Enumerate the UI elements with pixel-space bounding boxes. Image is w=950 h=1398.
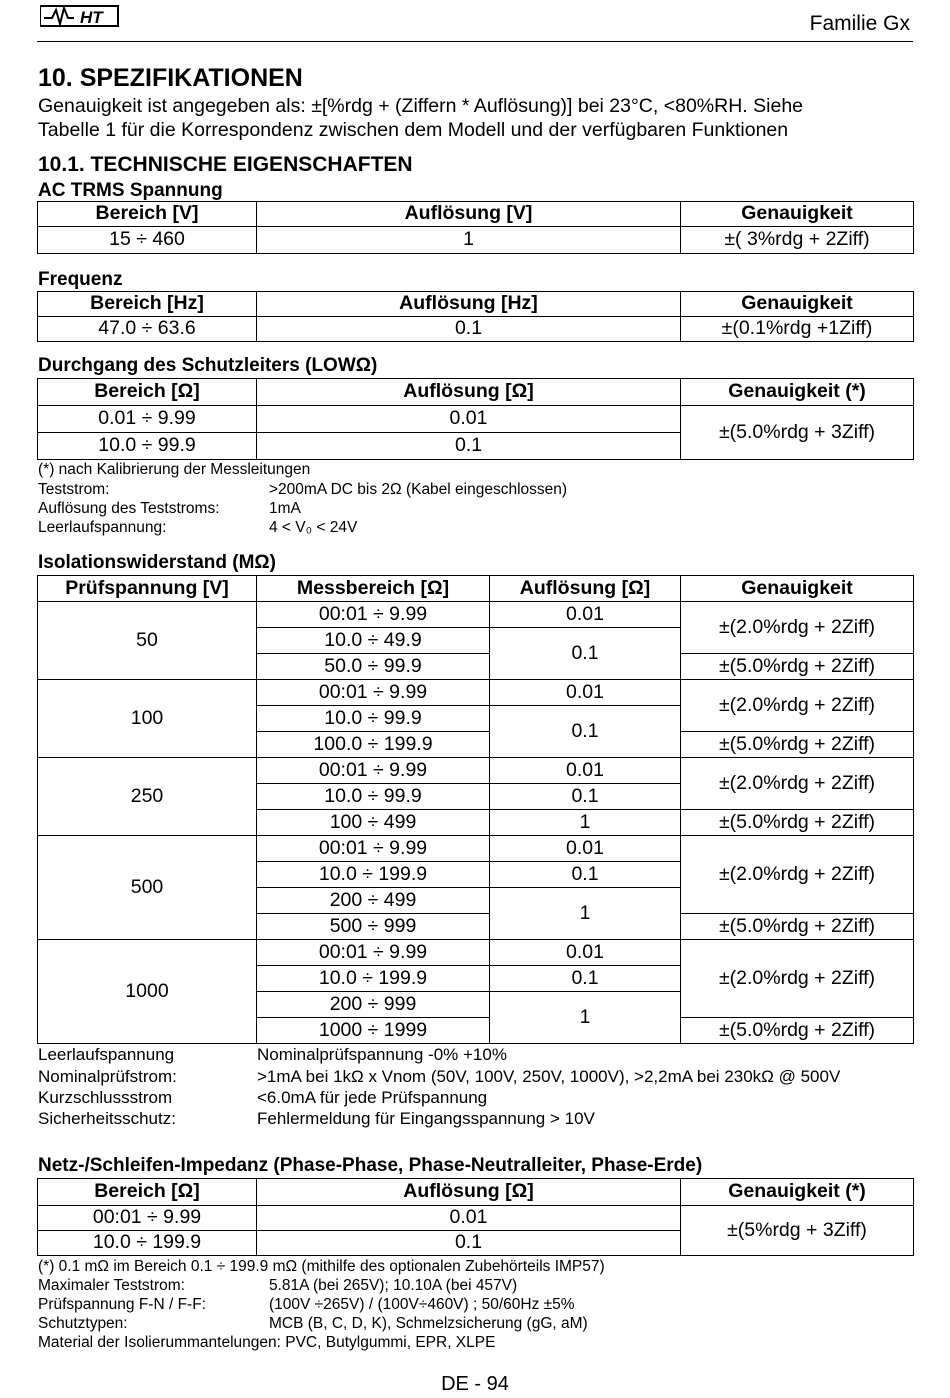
range-cell: 50.0 ÷ 99.9 [257, 654, 490, 680]
range-cell: 00:01 ÷ 9.99 [257, 836, 490, 862]
acc-cell: ±(5.0%rdg + 2Ziff) [681, 654, 914, 680]
voltage-cell: 250 [38, 758, 257, 836]
low-table [37, 378, 914, 460]
note-value: 4 < V₀ < 24V [269, 519, 358, 536]
note-label: (*) 0.1 mΩ im Bereich 0.1 ÷ 199.9 mΩ (mithilfe des optionalen Zubehörteils IMP57) [38, 1258, 605, 1275]
table-header: Bereich [Ω] [38, 1179, 257, 1206]
table-cell: 0.1 [257, 1231, 681, 1256]
res-cell: 0.1 [490, 784, 681, 810]
table-cell: 0.01 [257, 1206, 681, 1231]
note-label: Maximaler Teststrom: [38, 1277, 185, 1294]
note-label: Leerlaufspannung [38, 1045, 175, 1064]
note-value: Nominalprüfspannung -0% +10% [257, 1045, 507, 1064]
table-header: Genauigkeit (*) [681, 379, 914, 406]
table-header: Auflösung [Ω] [257, 379, 681, 406]
acc-cell: ±(2.0%rdg + 2Ziff) [681, 836, 914, 914]
table-cell: ±(5.0%rdg + 3Ziff) [681, 406, 914, 460]
acc-cell: ±(2.0%rdg + 2Ziff) [681, 680, 914, 732]
range-cell: 100.0 ÷ 199.9 [257, 732, 490, 758]
table-header: Auflösung [V] [257, 202, 681, 227]
note-label: Schutztypen: [38, 1315, 128, 1332]
table-cell: 15 ÷ 460 [38, 227, 257, 254]
note-label: Material der Isolierummantelungen: PVC, Butylgummi, EPR, XLPE [38, 1334, 496, 1351]
header-rule [37, 41, 913, 42]
note-value: (100V ÷265V) / (100V÷460V) ; 50/60Hz ±5% [269, 1296, 575, 1313]
note-label: Leerlaufspannung: [38, 519, 167, 536]
iso-table [37, 575, 914, 1044]
range-cell: 200 ÷ 999 [257, 992, 490, 1018]
page-number: DE - 94 [441, 1373, 509, 1395]
range-cell: 500 ÷ 999 [257, 914, 490, 940]
range-cell: 00:01 ÷ 9.99 [257, 680, 490, 706]
ac-table [37, 201, 914, 254]
res-cell: 0.01 [490, 602, 681, 628]
res-cell: 0.01 [490, 758, 681, 784]
range-cell: 00:01 ÷ 9.99 [257, 940, 490, 966]
table-cell: ±( 3%rdg + 2Ziff) [681, 227, 914, 254]
range-cell: 1000 ÷ 1999 [257, 1018, 490, 1044]
res-cell: 1 [490, 888, 681, 940]
res-cell: 0.01 [490, 680, 681, 706]
acc-cell: ±(2.0%rdg + 2Ziff) [681, 940, 914, 1018]
table-cell: ±(0.1%rdg +1Ziff) [681, 317, 914, 342]
note-label: (*) nach Kalibrierung der Messleitungen [38, 461, 311, 478]
acc-cell: ±(5.0%rdg + 2Ziff) [681, 914, 914, 940]
ht-logo [40, 4, 120, 28]
voltage-cell: 1000 [38, 940, 257, 1044]
note-value: >200mA DC bis 2Ω (Kabel eingeschlossen) [269, 481, 568, 498]
table-header: Genauigkeit (*) [681, 1179, 914, 1206]
voltage-cell: 500 [38, 836, 257, 940]
range-cell: 10.0 ÷ 199.9 [257, 862, 490, 888]
note-value: 5.81A (bei 265V); 10.10A (bei 457V) [269, 1277, 518, 1294]
intro-line: Genauigkeit ist angegeben als: ±[%rdg + (Ziffern * Auflösung)] bei 23°C, <80%RH. Siehe [38, 95, 804, 117]
res-cell: 0.1 [490, 706, 681, 758]
res-cell: 0.1 [490, 628, 681, 680]
ac-title: AC TRMS Spannung [38, 180, 223, 201]
acc-cell: ±(2.0%rdg + 2Ziff) [681, 602, 914, 654]
table-cell: 47.0 ÷ 63.6 [38, 317, 257, 342]
note-value: 1mA [269, 500, 301, 517]
intro-line: Tabelle 1 für die Korrespondenz zwischen dem Modell und der verfügbaren Funktionen [38, 119, 789, 141]
acc-cell: ±(5.0%rdg + 2Ziff) [681, 810, 914, 836]
res-cell: 1 [490, 810, 681, 836]
range-cell: 100 ÷ 499 [257, 810, 490, 836]
subsection-title: 10.1. TECHNISCHE EIGENSCHAFTEN [38, 153, 413, 176]
acc-cell: ±(2.0%rdg + 2Ziff) [681, 758, 914, 810]
table-cell: 0.01 [257, 406, 681, 433]
table-cell: 00:01 ÷ 9.99 [38, 1206, 257, 1231]
table-cell: ±(5%rdg + 3Ziff) [681, 1206, 914, 1256]
range-cell: 10.0 ÷ 199.9 [257, 966, 490, 992]
res-cell: 0.01 [490, 836, 681, 862]
acc-cell: ±(5.0%rdg + 2Ziff) [681, 732, 914, 758]
note-label: Kurzschlussstrom [38, 1088, 173, 1107]
table-header: Bereich [Hz] [38, 292, 257, 317]
iso-title: Isolationswiderstand (MΩ) [38, 552, 276, 573]
freq-table [37, 291, 914, 342]
note-label: Nominalprüfstrom: [38, 1067, 177, 1086]
table-header: Auflösung [Hz] [257, 292, 681, 317]
range-cell: 200 ÷ 499 [257, 888, 490, 914]
note-value: <6.0mA für jede Prüfspannung [257, 1088, 488, 1107]
note-label: Prüfspannung F-N / F-F: [38, 1296, 206, 1313]
table-cell: 0.01 ÷ 9.99 [38, 406, 257, 433]
table-header: Genauigkeit [681, 576, 914, 602]
voltage-cell: 50 [38, 602, 257, 680]
table-header: Genauigkeit [681, 202, 914, 227]
voltage-cell: 100 [38, 680, 257, 758]
note-value: Fehlermeldung für Eingangsspannung > 10V [257, 1109, 595, 1128]
res-cell: 0.1 [490, 862, 681, 888]
res-cell: 0.01 [490, 940, 681, 966]
res-cell: 1 [490, 992, 681, 1044]
table-header: Bereich [V] [38, 202, 257, 227]
note-label: Teststrom: [38, 481, 110, 498]
table-header: Genauigkeit [681, 292, 914, 317]
range-cell: 10.0 ÷ 99.9 [257, 706, 490, 732]
range-cell: 00:01 ÷ 9.99 [257, 602, 490, 628]
note-value: MCB (B, C, D, K), Schmelzsicherung (gG, aM) [269, 1315, 588, 1332]
family-label: Familie Gx [809, 12, 910, 35]
note-label: Auflösung des Teststroms: [38, 500, 220, 517]
table-cell: 0.1 [257, 317, 681, 342]
table-cell: 10.0 ÷ 99.9 [38, 433, 257, 460]
loop-table [37, 1178, 914, 1256]
table-cell: 0.1 [257, 433, 681, 460]
table-header: Auflösung [Ω] [257, 1179, 681, 1206]
table-cell: 1 [257, 227, 681, 254]
low-title: Durchgang des Schutzleiters (LOWΩ) [38, 355, 378, 376]
range-cell: 10.0 ÷ 49.9 [257, 628, 490, 654]
range-cell: 00:01 ÷ 9.99 [257, 758, 490, 784]
table-header: Auflösung [Ω] [490, 576, 681, 602]
loop-title: Netz-/Schleifen-Impedanz (Phase-Phase, Phase-Neutralleiter, Phase-Erde) [38, 1155, 703, 1176]
table-header: Messbereich [Ω] [257, 576, 490, 602]
res-cell: 0.1 [490, 966, 681, 992]
freq-title: Frequenz [38, 269, 123, 290]
range-cell: 10.0 ÷ 99.9 [257, 784, 490, 810]
acc-cell: ±(5.0%rdg + 2Ziff) [681, 1018, 914, 1044]
note-label: Sicherheitsschutz: [38, 1109, 176, 1128]
table-cell: 10.0 ÷ 199.9 [38, 1231, 257, 1256]
table-header: Prüfspannung [V] [38, 576, 257, 602]
table-header: Bereich [Ω] [38, 379, 257, 406]
logo-text: HT [80, 8, 103, 27]
section-title: 10. SPEZIFIKATIONEN [38, 64, 303, 92]
note-value: >1mA bei 1kΩ x Vnom (50V, 100V, 250V, 1000V), >2,2mA bei 230kΩ @ 500V [257, 1067, 841, 1086]
